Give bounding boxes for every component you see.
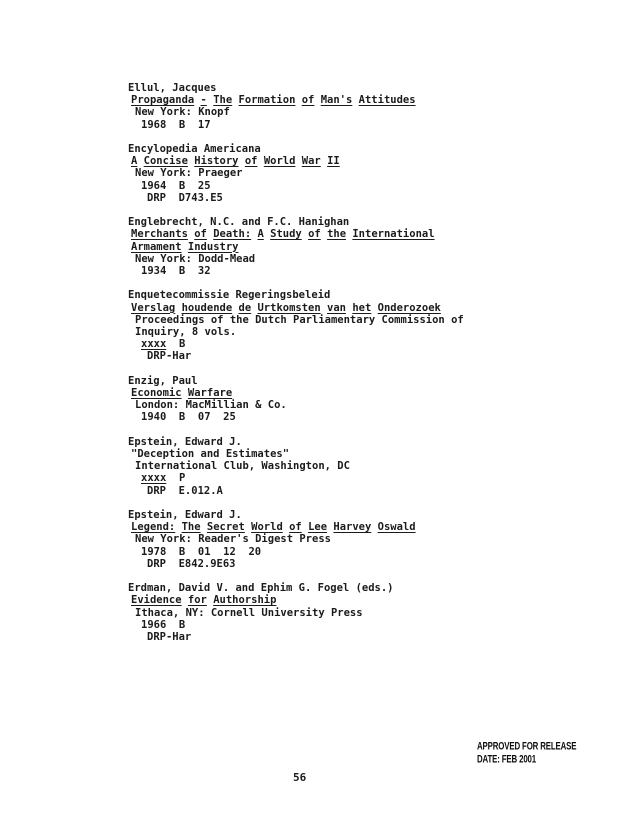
underlined-word: Legend: [131,521,176,534]
bib-line: Enzig, Paul [128,374,198,387]
underlined-word: Economic [131,387,182,400]
underlined-word: International [352,228,435,241]
underlined-word: II [327,155,340,168]
underlined-word: of [301,94,315,107]
bib-line: New York: Knopf [135,106,230,119]
underlined-word: Lee [308,521,328,534]
bib-line [128,155,464,167]
bibliography-entry [128,509,464,570]
bib-line: Proceedings of the Dutch Parliamentary Commission of [135,313,464,326]
bib-line: DRP-Har [147,631,192,644]
underlined-word: A [257,228,264,241]
underlined-word: Death: [213,228,252,241]
bib-line: Ellul, Jacques [128,82,217,94]
bib-line: 1940 B 07 25 [141,411,236,424]
underlined-word: Authorship [213,594,277,607]
underlined-word: for [187,594,207,607]
underlined-word: History [194,155,239,168]
bib-line [128,594,464,606]
bib-line: 1968 B 17 [141,118,211,131]
bibliography-entry [128,82,464,131]
underlined-word: Urtkomsten [257,301,321,314]
underlined-word: Attitudes [358,94,416,107]
bib-line [128,241,464,253]
bib-line [128,521,464,533]
stamp-line-date: DATE: FEB 2001 [477,752,537,766]
bib-line: 1934 B 32 [141,265,211,278]
underlined-word: Onderozoek [377,301,441,314]
underlined-word: of [289,521,302,534]
underlined-word: Industry [187,240,239,253]
bibliography-entry [128,436,464,497]
underlined-word: de [238,301,252,314]
underlined-word: het [352,301,372,314]
underlined-word: of [244,155,258,168]
bib-line: Epstein, Edward J. [128,435,242,448]
bib-line: 1964 B 25 [141,179,211,192]
underlined-word: Formation [238,94,296,107]
bib-line: xxxx B [141,338,186,351]
bib-line: Encylopedia Americana [128,143,261,155]
underlined-word: A [131,155,138,168]
underlined-word: - [200,94,207,107]
bib-line: London: MacMillian & Co. [135,399,287,412]
bib-line: 1978 B 01 12 20 [141,545,262,558]
underlined-word: Armament [131,240,182,253]
bibliography-entry [128,143,464,204]
bibliography-entry [128,216,464,277]
bib-line: Ithaca, NY: Cornell University Press [135,606,363,619]
bib-line: Inquiry, 8 vols. [135,326,237,339]
bibliography-entry [128,582,464,643]
bib-line: New York: Praeger [135,167,243,180]
underlined-word: Concise [143,155,188,168]
underlined-word: World [251,521,283,534]
underlined-word: Evidence [131,594,182,607]
bibliography [128,82,464,655]
bib-line: DRP E.012.A [147,484,223,497]
underlined-word: Man's [320,94,353,107]
stamp-line-approved: APPROVED FOR RELEASE [477,740,577,753]
bib-line: Epstein, Edward J. [128,509,242,522]
underlined-word: Oswald [377,521,416,534]
underlined-word: of [194,228,207,241]
bib-line: xxxx P [141,472,186,485]
bib-line: New York: Dodd-Mead [135,252,256,265]
underlined-word: xxxx [141,338,167,351]
approval-stamp [477,740,576,766]
underlined-word: van [327,301,346,314]
underlined-word: the [327,228,347,241]
bib-line [128,94,464,106]
underlined-word: Propaganda [131,94,195,107]
underlined-word: Study [270,228,302,241]
bibliography-entry [128,289,464,362]
underlined-word: houdende [181,301,233,314]
underlined-word: of [308,228,321,241]
underlined-word: Harvey [333,521,372,534]
bib-line: New York: Reader's Digest Press [135,533,331,546]
bib-line: DRP-Har [147,350,192,363]
bib-line: Erdman, David V. and Ephim G. Fogel (eds.) [128,582,394,595]
bib-line: International Club, Washington, DC [135,460,350,473]
underlined-word: Secret [206,521,245,534]
underlined-word: xxxx [141,472,167,485]
bib-line: DRP E842.9E63 [147,557,236,570]
bib-line [128,228,464,240]
underlined-word: World [263,155,296,168]
underlined-word: War [301,155,321,168]
bib-line: Enquetecommissie Regeringsbeleid [128,289,331,302]
underlined-word: Verslag [131,301,176,314]
bibliography-entry [128,375,464,424]
bib-line: "Deception and Estimates" [131,448,290,461]
bib-line: DRP D743.E5 [147,191,223,204]
underlined-word: Warfare [187,387,233,400]
page-number: 56 [293,771,307,784]
bib-line [128,302,464,314]
underlined-word: The [213,94,233,107]
underlined-word: The [181,521,201,534]
bib-line: 1966 B [141,618,186,631]
underlined-word: Merchants [131,228,188,241]
bib-line [128,387,464,399]
bib-line: Englebrecht, N.C. and F.C. Hanighan [128,216,350,229]
